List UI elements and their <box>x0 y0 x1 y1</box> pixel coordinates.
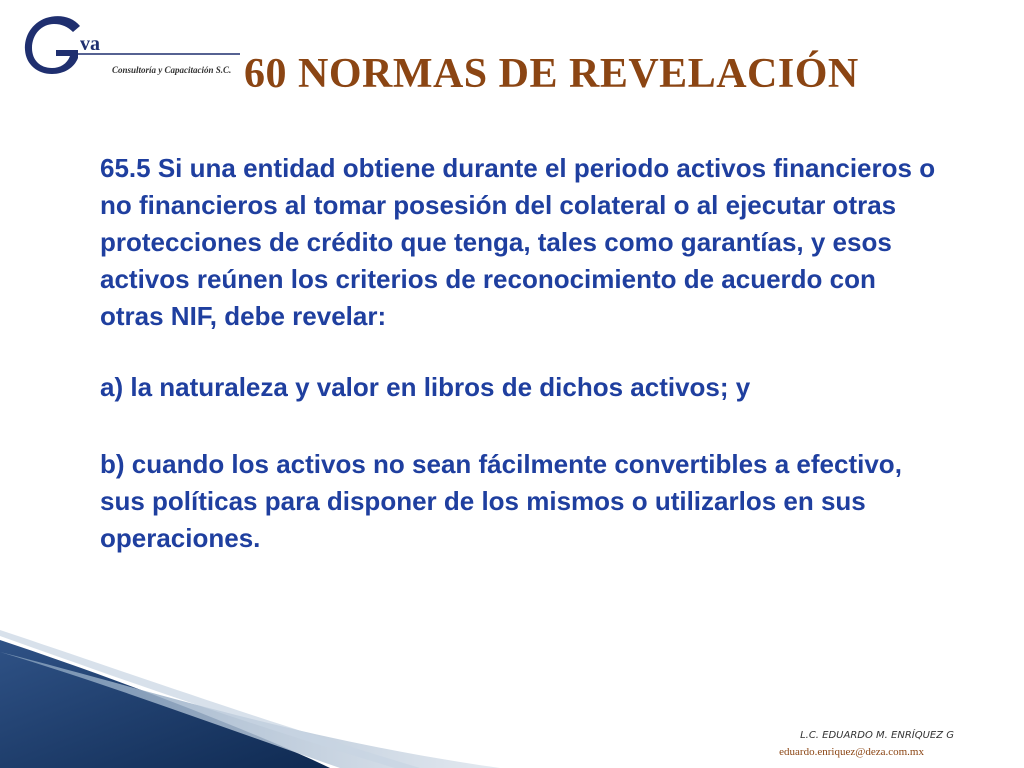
logo-g-mark <box>18 10 243 90</box>
logo-tagline: Consultoría y Capacitación S.C. <box>112 65 232 75</box>
list-item-a: a) la naturaleza y valor en libros de dichos activos; y <box>100 372 751 402</box>
slide-content <box>100 150 940 557</box>
footer-email: eduardo.enriquez@deza.com.mx <box>779 746 924 758</box>
company-logo <box>18 10 243 90</box>
footer-author: L.C. EDUARDO M. ENRÍQUEZ G <box>800 730 954 741</box>
logo-letters: va <box>80 33 100 55</box>
slide-title: 60 NORMAS DE REVELACIÓN <box>244 51 859 97</box>
list-item-b: b) cuando los activos no sean fácilmente convertibles a efectivo, sus políticas para disponer de los mismos o utilizarlos en sus operaciones. <box>100 449 902 553</box>
main-paragraph: 65.5 Si una entidad obtiene durante el periodo activos financieros o no financieros al tomar posesión del colateral o al ejecutar otras protecciones de crédito que tenga, tales como garantías, y esos activos reúnen los criterios de reconocimiento de acuerdo con otras NIF, debe revelar: <box>100 153 936 331</box>
